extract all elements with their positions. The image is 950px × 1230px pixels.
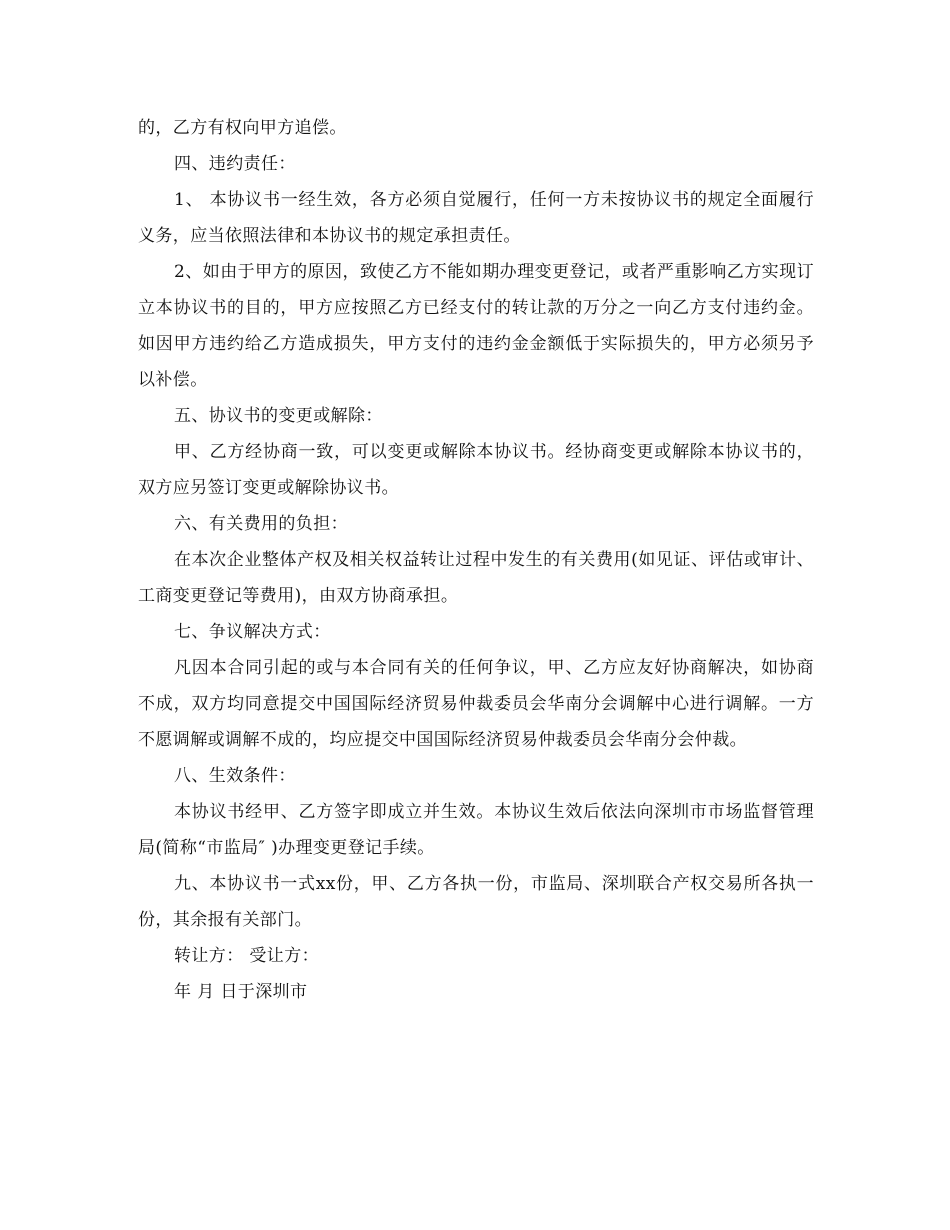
paragraph-fees: 在本次企业整体产权及相关权益转让过程中发生的有关费用(如见证、评估或审计、工商变更登记等费用)，由双方协商承担。 [138, 550, 814, 606]
section-heading-fees: 六、有关费用的负担： [174, 514, 348, 534]
paragraph-continuation: 的，乙方有权向甲方追偿。 [138, 118, 347, 138]
paragraph-dispute: 凡因本合同引起的或与本合同有关的任何争议，甲、乙方应友好协商解决，如协商不成，双方均同意提交中国国际经济贸易仲裁委员会华南分会调解中心进行调解。一方不愿调解或调解不成的，均应提交中国国际经济贸易仲裁委员会华南分会仲裁。 [138, 658, 814, 750]
section-heading-effectiveness: 八、生效条件： [174, 766, 296, 786]
signature-parties: 转让方： 受让方： [174, 946, 320, 966]
document-body [138, 110, 814, 1010]
section-heading-breach-liability: 四、违约责任： [174, 154, 296, 174]
paragraph-clause-1: 1、 本协议书一经生效，各方必须自觉履行，任何一方未按协议书的规定全面履行义务，应当依照法律和本协议书的规定承担责任。 [138, 190, 814, 246]
paragraph-amendment: 甲、乙方经协商一致，可以变更或解除本协议书。经协商变更或解除本协议书的，双方应另签订变更或解除协议书。 [138, 442, 814, 498]
paragraph-copies: 九、本协议书一式xx份，甲、乙方各执一份，市监局、深圳联合产权交易所各执一份，其余报有关部门。 [138, 874, 814, 930]
paragraph-clause-2: 2、如由于甲方的原因，致使乙方不能如期办理变更登记，或者严重影响乙方实现订立本协议书的目的，甲方应按照乙方已经支付的转让款的万分之一向乙方支付违约金。如因甲方违约给乙方造成损失，甲方支付的违约金金额低于实际损失的，甲方必须另予以补偿。 [138, 262, 814, 390]
section-heading-amendment: 五、协议书的变更或解除： [174, 406, 383, 426]
section-heading-dispute: 七、争议解决方式： [174, 622, 331, 642]
paragraph-effectiveness: 本协议书经甲、乙方签字即成立并生效。本协议生效后依法向深圳市市场监督管理局(简称“市监局″ )办理变更登记手续。 [138, 802, 814, 858]
signature-date-place: 年 月 日于深圳市 [174, 982, 308, 1002]
